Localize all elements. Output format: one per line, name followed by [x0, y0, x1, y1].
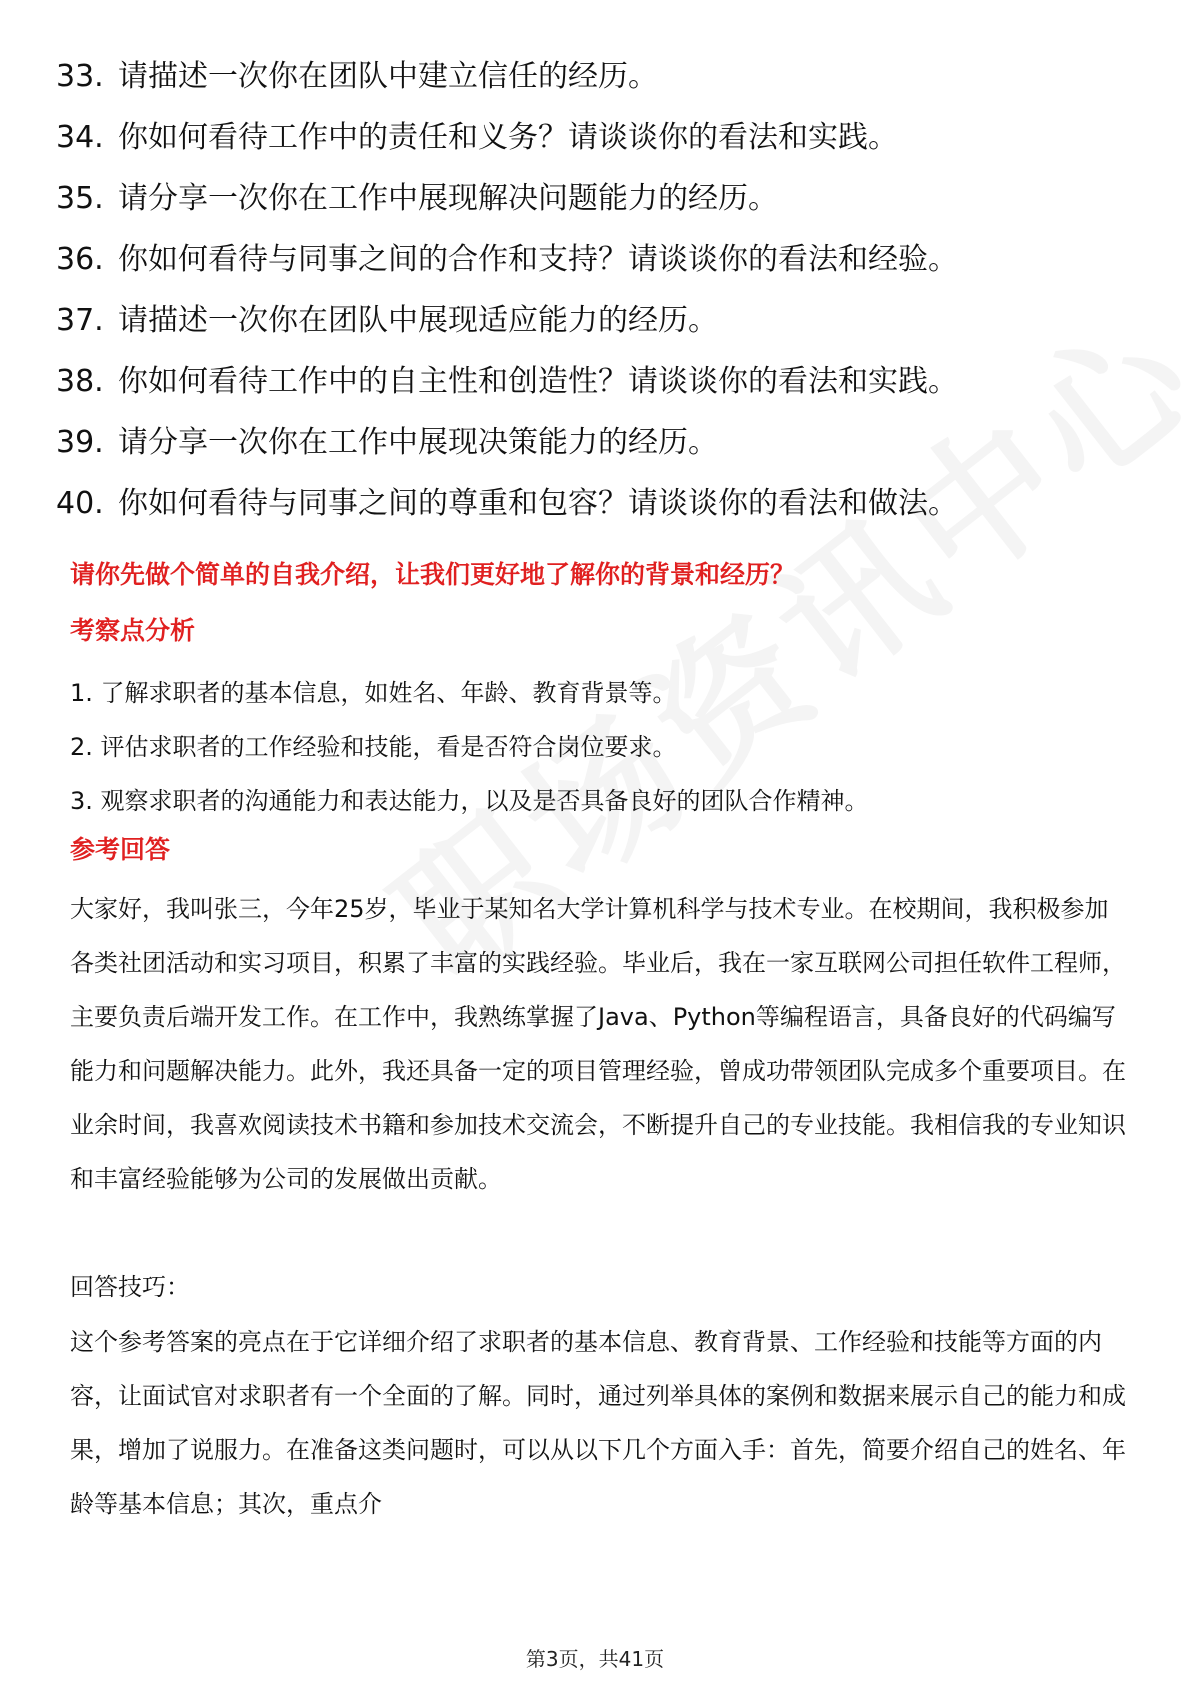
question-item	[56, 412, 1146, 473]
question-text: 请描述一次你在团队中建立信任的经历。	[118, 59, 658, 94]
question-number: 40.	[56, 486, 104, 521]
question-text: 请描述一次你在团队中展现适应能力的经历。	[118, 303, 718, 338]
question-item	[56, 168, 1146, 229]
analysis-points	[70, 666, 1130, 828]
analysis-point: 2. 评估求职者的工作经验和技能，看是否符合岗位要求。	[70, 733, 677, 761]
tips-label: 回答技巧：	[70, 1273, 190, 1301]
question-item	[56, 351, 1146, 412]
page-footer: 第3页，共41页	[525, 1647, 665, 1671]
question-text: 你如何看待工作中的自主性和创造性？请谈谈你的看法和实践。	[118, 364, 958, 399]
question-text: 请分享一次你在工作中展现决策能力的经历。	[118, 425, 718, 460]
question-number: 39.	[56, 425, 104, 460]
answer-paragraph: 大家好，我叫张三，今年25岁，毕业于某知名大学计算机科学与技术专业。在校期间，我积极参加各类社团活动和实习项目，积累了丰富的实践经验。毕业后，我在一家互联网公司担任软件工程师，主要负责后端开发工作。在工作中，我熟练掌握了Java、Python等编程语言，具备良好的代码编写能力和问题解决能力。此外，我还具备一定的项目管理经验，曾成功带领团队完成多个重要项目。在业余时间，我喜欢阅读技术书籍和参加技术交流会，不断提升自己的专业技能。我相信我的专业知识和丰富经验能够为公司的发展做出贡献。	[70, 895, 1126, 1193]
question-number: 34.	[56, 120, 104, 155]
question-item	[56, 473, 1146, 534]
question-text: 你如何看待与同事之间的尊重和包容？请谈谈你的看法和做法。	[118, 486, 958, 521]
interview-question-heading: 请你先做个简单的自我介绍，让我们更好地了解你的背景和经历？	[70, 560, 796, 589]
question-text: 你如何看待工作中的责任和义务？请谈谈你的看法和实践。	[118, 120, 898, 155]
question-item	[56, 290, 1146, 351]
question-item	[56, 229, 1146, 290]
tips-paragraph: 这个参考答案的亮点在于它详细介绍了求职者的基本信息、教育背景、工作经验和技能等方面的内容，让面试官对求职者有一个全面的了解。同时，通过列举具体的案例和数据来展示自己的能力和成果，增加了说服力。在准备这类问题时，可以从以下几个方面入手：首先，简要介绍自己的姓名、年龄等基本信息；其次，重点介	[70, 1328, 1126, 1518]
answer-heading: 参考回答	[70, 835, 171, 864]
analysis-point: 1. 了解求职者的基本信息，如姓名、年龄、教育背景等。	[70, 679, 677, 707]
question-text: 你如何看待与同事之间的合作和支持？请谈谈你的看法和经验。	[118, 242, 958, 277]
question-list	[56, 46, 1146, 534]
question-number: 33.	[56, 59, 104, 94]
analysis-point: 3. 观察求职者的沟通能力和表达能力，以及是否具备良好的团队合作精神。	[70, 787, 869, 815]
question-number: 38.	[56, 364, 104, 399]
question-text: 请分享一次你在工作中展现解决问题能力的经历。	[118, 181, 778, 216]
question-item	[56, 107, 1146, 168]
question-item	[56, 46, 1146, 107]
analysis-heading: 考察点分析	[70, 616, 196, 645]
question-number: 35.	[56, 181, 104, 216]
question-number: 37.	[56, 303, 104, 338]
question-number: 36.	[56, 242, 104, 277]
